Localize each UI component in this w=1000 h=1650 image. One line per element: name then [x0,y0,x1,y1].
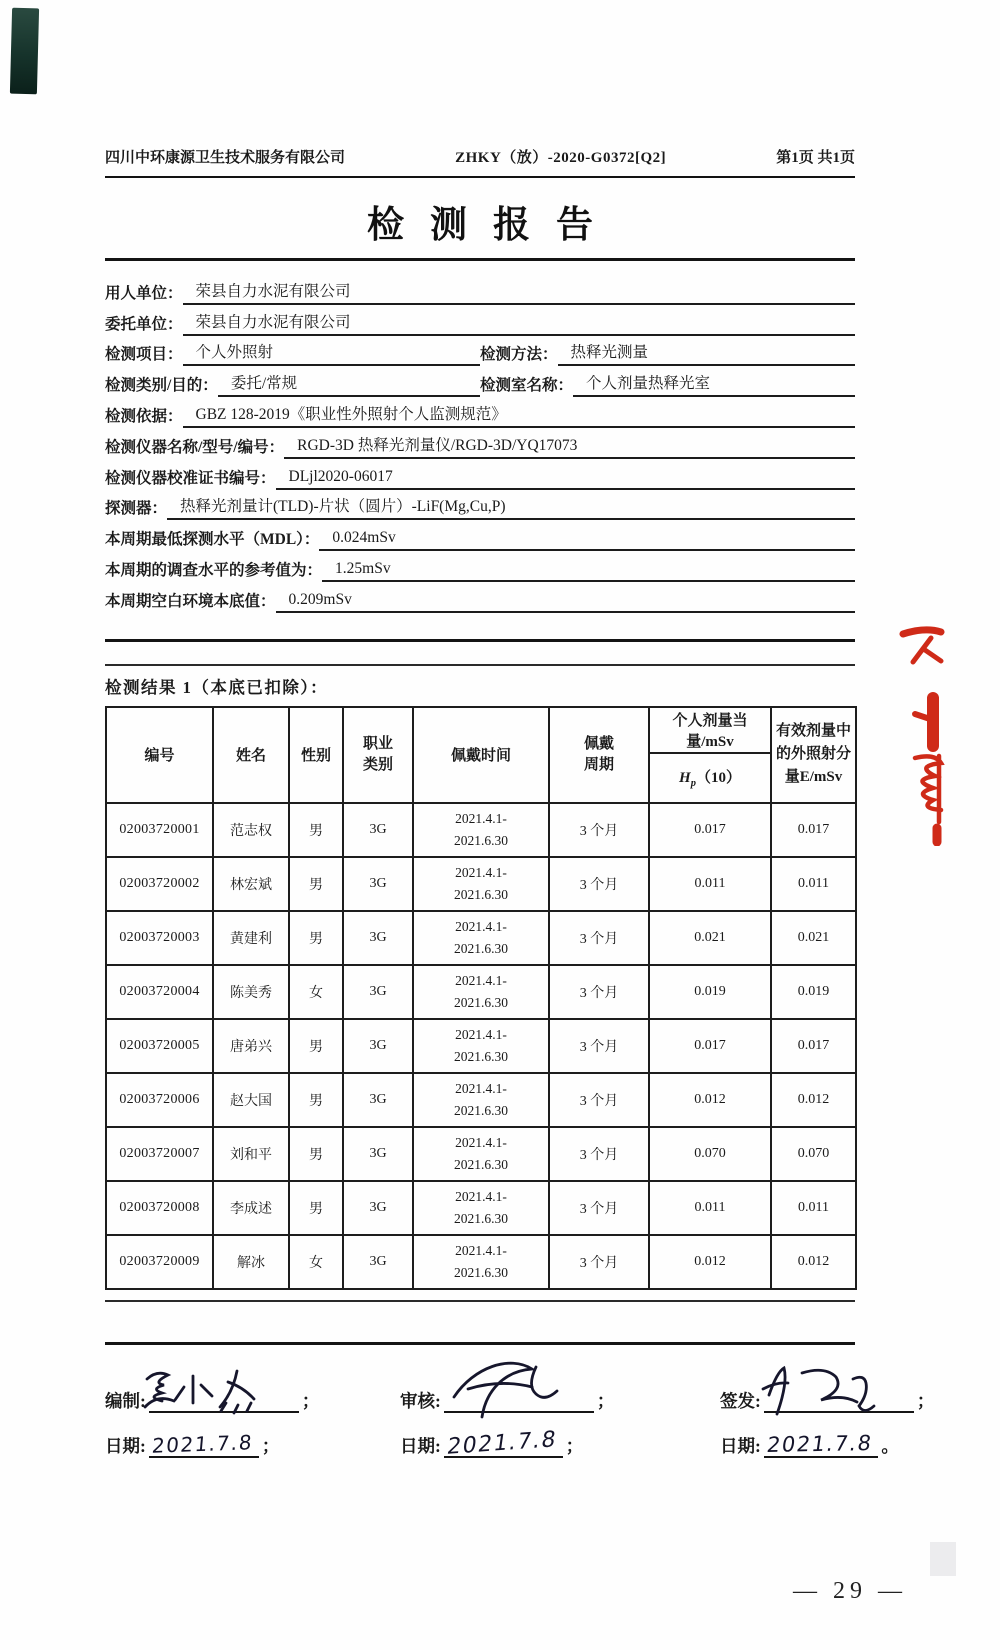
field [105,340,480,366]
field-label: 检测仪器校准证书编号： [105,469,276,487]
signature-row [105,1367,935,1413]
field-row [105,397,855,428]
field-label: 本周期最低探测水平（MDL）： [105,531,320,549]
issuer-signature [764,1367,914,1413]
cell-wear-period: 3 个月 [549,1235,649,1289]
divider-line [105,1300,855,1302]
field-row [105,582,855,613]
company-name: 四川中环康源卫生技术服务有限公司 [105,150,346,166]
cell-hp10-value: 0.017 [649,803,771,857]
cell-effective-dose-value: 0.017 [771,803,856,857]
cell-badge-number: 02003720005 [106,1019,213,1073]
field-label: 用人单位： [105,284,183,302]
cell-hp10-value: 0.021 [649,911,771,965]
results-table [105,706,857,1290]
field-value: RGD-3D 热释光剂量仪/RGD-3D/YQ17073 [284,433,855,459]
cell-hp10-value: 0.012 [649,1073,771,1127]
red-pen-marks [885,606,963,846]
cell-effective-dose-value: 0.012 [771,1235,856,1289]
cell-name: 赵大国 [213,1073,289,1127]
field-value: 个人外照射 [183,340,480,366]
field-row [105,428,855,459]
cell-badge-number: 02003720006 [106,1073,213,1127]
maker-date-group [105,1429,400,1458]
cell-badge-number: 02003720003 [106,911,213,965]
field-label: 本周期空白环境本底值： [105,592,276,610]
cell-sex: 男 [289,857,343,911]
reviewer-label: 审核: [400,1390,441,1411]
wear-time-start: 2021.4.1- [455,1242,507,1258]
field-label: 检测依据： [105,407,183,425]
divider-line [105,639,855,642]
cell-job-class: 3G [343,803,413,857]
wear-time-end: 2021.6.30 [454,1102,508,1118]
wear-time-start: 2021.4.1- [455,1026,507,1042]
cell-name: 陈美秀 [213,965,289,1019]
reviewer-date-separator: ； [565,1435,584,1456]
col-header-job-label: 职业类别 [362,735,393,773]
col-header-effective-dose: 有效剂量中的外照射分量E/mSv [771,707,856,803]
field-label: 探测器： [105,500,168,518]
maker-signature [149,1367,299,1413]
issuer-date-group [720,1432,899,1458]
field-label: 检测方法： [480,346,558,364]
cell-name: 范志权 [213,803,289,857]
field [105,279,855,305]
page-info: 第1页 共1页 [776,150,855,166]
field-label: 检测仪器名称/型号/编号： [105,438,285,456]
maker-separator: ； [301,1390,320,1411]
field-row [105,336,855,367]
field [105,433,855,459]
cell-name: 林宏斌 [213,857,289,911]
cell-wear-time [413,803,549,857]
cell-wear-period: 3 个月 [549,965,649,1019]
divider-line [105,1342,855,1345]
col-header-period-label: 佩戴周期 [583,735,614,773]
cell-sex: 女 [289,1235,343,1289]
maker-date-value: 2021.7.8 [150,1429,254,1458]
document-header [105,146,855,178]
table-row [106,803,856,857]
field-value: 热释光测量 [558,340,855,366]
maker-signature-ink [137,1363,297,1419]
field [105,371,480,397]
cell-wear-period: 3 个月 [549,857,649,911]
cell-badge-number: 02003720001 [106,803,213,857]
cell-name: 解冰 [213,1235,289,1289]
cell-hp10-value: 0.019 [649,965,771,1019]
issuer-date-end: 。 [881,1435,899,1456]
wear-time-start: 2021.4.1- [455,810,507,826]
wear-time-start: 2021.4.1- [455,1188,507,1204]
document-number: ZHKY（放）-2020-G0372[Q2] [455,150,667,166]
field [480,371,855,397]
wear-time-start: 2021.4.1- [455,864,507,880]
cell-badge-number: 02003720007 [106,1127,213,1181]
issuer-date-value: 2021.7.8 [765,1430,875,1457]
wear-time-start: 2021.4.1- [455,1080,507,1096]
table-row [106,857,856,911]
col-header-wear-time: 佩戴时间 [413,707,549,803]
cell-wear-period: 3 个月 [549,1073,649,1127]
field-value: 荣县自力水泥有限公司 [183,279,855,305]
field [105,466,855,490]
reviewer-date-label: 日期: [400,1435,441,1456]
cell-hp10-value: 0.070 [649,1127,771,1181]
wear-time-end: 2021.6.30 [454,832,508,848]
cell-sex: 女 [289,965,343,1019]
field-row [105,366,855,397]
table-row [106,1235,856,1289]
scan-artifact-dark-strip [10,8,39,95]
issuer-date-label: 日期: [720,1435,761,1456]
cell-wear-time [413,1127,549,1181]
col-header-sex: 性别 [289,707,343,803]
cell-wear-time [413,1235,549,1289]
cell-badge-number: 02003720002 [106,857,213,911]
field [105,494,855,520]
field [480,340,855,366]
cell-wear-time [413,1019,549,1073]
reviewer-signature-group [400,1367,720,1413]
cell-sex: 男 [289,1127,343,1181]
col-header-period [549,707,649,803]
field [105,402,855,428]
report-content [105,146,935,1460]
cell-wear-period: 3 个月 [549,1127,649,1181]
cell-job-class: 3G [343,1181,413,1235]
maker-date-separator: ； [261,1435,280,1456]
wear-time-start: 2021.4.1- [455,918,507,934]
col-header-job [343,707,413,803]
maker-date-label: 日期: [105,1435,146,1456]
field-label: 本周期的调查水平的参考值为： [105,561,323,579]
page-number: — 29 — [793,1578,907,1604]
field-row [105,520,855,551]
hp-symbol: H [679,770,691,787]
cell-name: 刘和平 [213,1127,289,1181]
cell-badge-number: 02003720009 [106,1235,213,1289]
cell-wear-time [413,1073,549,1127]
cell-sex: 男 [289,803,343,857]
cell-effective-dose-value: 0.012 [771,1073,856,1127]
col-header-hp10 [649,753,771,803]
cell-job-class: 3G [343,1073,413,1127]
wear-time-end: 2021.6.30 [454,1264,508,1280]
cell-sex: 男 [289,911,343,965]
col-header-name: 姓名 [213,707,289,803]
hp-subscript: p [690,778,696,790]
cell-job-class: 3G [343,857,413,911]
field [105,527,855,551]
cell-sex: 男 [289,1073,343,1127]
cell-hp10-value: 0.012 [649,1235,771,1289]
hp-parenthetical: （10） [695,770,741,787]
cell-name: 黄建利 [213,911,289,965]
field-value: 0.024mSv [319,529,855,551]
date-row [105,1426,899,1460]
cell-wear-time [413,857,549,911]
reviewer-date-value: 2021.7.8 [445,1426,559,1460]
scan-artifact-gray [930,1542,956,1576]
table-row [106,1127,856,1181]
maker-date [149,1429,259,1458]
field-value: 委托/常规 [218,371,480,397]
maker-signature-group [105,1367,400,1413]
cell-badge-number: 02003720004 [106,965,213,1019]
field [105,310,855,336]
cell-wear-time [413,911,549,965]
table-row [106,965,856,1019]
reviewer-signature [444,1367,594,1413]
table-row [106,1019,856,1073]
cell-effective-dose-value: 0.011 [771,1181,856,1235]
reviewer-date [444,1426,563,1460]
cell-name: 唐弟兴 [213,1019,289,1073]
results-section-title: 检测结果 1（本底已扣除）： [105,677,329,697]
field-value: 0.209mSv [276,591,855,613]
divider-line [105,258,855,261]
issuer-signature-ink [752,1361,907,1419]
wear-time-end: 2021.6.30 [454,1048,508,1064]
issuer-date [764,1432,879,1458]
field-label: 检测项目： [105,346,183,364]
wear-time-end: 2021.6.30 [454,1156,508,1172]
cell-badge-number: 02003720008 [106,1181,213,1235]
divider-line [105,664,855,666]
issuer-separator: ； [916,1390,935,1411]
cell-hp10-value: 0.011 [649,1181,771,1235]
reviewer-date-group [400,1426,720,1460]
wear-time-start: 2021.4.1- [455,1134,507,1150]
field-label: 检测室名称： [480,377,574,395]
wear-time-start: 2021.4.1- [455,972,507,988]
col-header-dose-group: 个人剂量当量/mSv [649,707,771,753]
cell-job-class: 3G [343,1127,413,1181]
wear-time-end: 2021.6.30 [454,994,508,1010]
issuer-signature-group [720,1367,934,1413]
cell-job-class: 3G [343,1235,413,1289]
cell-job-class: 3G [343,965,413,1019]
cell-hp10-value: 0.011 [649,857,771,911]
cell-wear-period: 3 个月 [549,803,649,857]
wear-time-end: 2021.6.30 [454,886,508,902]
cell-wear-time [413,965,549,1019]
field-row [105,274,855,305]
cell-effective-dose-value: 0.070 [771,1127,856,1181]
field-value: DLjl2020-06017 [276,468,855,490]
field [105,589,855,613]
maker-label: 编制: [105,1390,146,1411]
field-value: 1.25mSv [322,560,855,582]
reviewer-separator: ； [596,1390,615,1411]
fields-section [105,274,855,613]
field-row [105,459,855,490]
field-value: 热释光剂量计(TLD)-片状（圆片）-LiF(Mg,Cu,P) [167,494,855,520]
field-value: GBZ 128-2019《职业性外照射个人监测规范》 [183,402,855,428]
cell-effective-dose-value: 0.021 [771,911,856,965]
cell-wear-time [413,1181,549,1235]
report-title: 检测报告 [367,205,619,246]
cell-sex: 男 [289,1181,343,1235]
col-header-id: 编号 [106,707,213,803]
field-label: 委托单位： [105,315,183,333]
field-row [105,490,855,521]
reviewer-signature-ink [432,1359,582,1419]
cell-wear-period: 3 个月 [549,911,649,965]
cell-name: 李成述 [213,1181,289,1235]
cell-effective-dose-value: 0.011 [771,857,856,911]
table-row [106,1181,856,1235]
cell-wear-period: 3 个月 [549,1181,649,1235]
field-value: 荣县自力水泥有限公司 [183,310,855,336]
cell-effective-dose-value: 0.019 [771,965,856,1019]
field [105,558,855,582]
cell-job-class: 3G [343,911,413,965]
cell-wear-period: 3 个月 [549,1019,649,1073]
table-row [106,1073,856,1127]
results-body [106,803,856,1289]
cell-effective-dose-value: 0.017 [771,1019,856,1073]
wear-time-end: 2021.6.30 [454,1210,508,1226]
wear-time-end: 2021.6.30 [454,940,508,956]
cell-job-class: 3G [343,1019,413,1073]
cell-sex: 男 [289,1019,343,1073]
issuer-label: 签发: [720,1390,761,1411]
table-row [106,911,856,965]
field-label: 检测类别/目的： [105,377,218,395]
field-row [105,305,855,336]
field-row [105,551,855,582]
cell-hp10-value: 0.017 [649,1019,771,1073]
field-value: 个人剂量热释光室 [573,371,855,397]
